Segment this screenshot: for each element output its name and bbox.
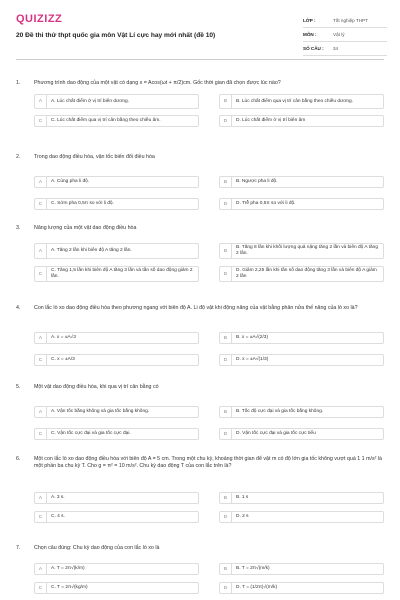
question-text: Chọn câu đúng: Chu kỳ dao động của con lắc lò xo là <box>34 545 160 551</box>
question-number: 2. <box>16 154 21 160</box>
option-letter: C <box>35 267 47 281</box>
option-a[interactable] <box>34 332 199 344</box>
question-7 <box>16 545 384 594</box>
option-text: D. x = ±A√(1/3) <box>236 357 269 362</box>
option-c[interactable] <box>34 511 199 523</box>
question-text: Trong dao động điều hòa, vận tốc biến đổi điều hòa <box>34 154 155 160</box>
question-2 <box>16 154 384 210</box>
option-letter: D <box>220 512 232 522</box>
option-text: A. Cùng pha li độ. <box>51 179 90 184</box>
option-text: B. Tốc độ cực đại và gia tốc bằng không. <box>236 409 324 414</box>
meta-row-class <box>303 14 387 28</box>
option-text: D. Vận tốc cực đại và gia tốc cực tiểu <box>236 431 316 436</box>
question-text: Con lắc lò xo dao động điều hòa theo phương ngang với biên độ A. Li độ vật khi động năng của vật bằng phân nửa thế năng của lò xo là? <box>34 305 358 311</box>
option-b[interactable] <box>219 332 384 344</box>
option-letter: D <box>220 267 232 281</box>
question-number: 7. <box>16 545 21 551</box>
option-letter: C <box>35 116 47 126</box>
option-a[interactable] <box>34 406 199 418</box>
option-text: C. Sớm pha 0,5π so với li độ. <box>51 201 114 206</box>
option-b[interactable] <box>219 94 384 109</box>
meta-row-count <box>303 42 387 56</box>
question-text: Một con lắc lò xo dao động điều hòa với biên độ A = 5 cm. Trong một chu kỳ, khoảng thời gian để vật m có độ lớn gia tốc không vượt quá 1 1 m/s² là một phần ba chu kỳ T. Cho g = π² = 10 m/s². Chu kỳ dao động T của con lắc trên là? <box>34 456 382 469</box>
option-d[interactable] <box>219 511 384 523</box>
option-text: C. T = 2π√(kg/m) <box>51 585 88 590</box>
question-5 <box>16 384 384 440</box>
option-c[interactable] <box>34 115 199 127</box>
meta-value: Tốt nghiệp THPT <box>333 18 368 23</box>
option-text: B. Lúc chất điểm qua vị trí cân bằng theo chiều dương. <box>236 98 354 104</box>
option-text: D. Giảm 2,25 lần khi tần số dao động tăng 3 lần và biên độ A giảm 2 lần <box>236 268 377 279</box>
option-letter: A <box>35 244 47 258</box>
question-text: Năng lượng của một vật dao động điều hòa <box>34 225 137 231</box>
option-text: C. Lúc chất điểm qua vị trí cân bằng theo chiều âm. <box>51 118 161 123</box>
question-4 <box>16 305 384 366</box>
meta-value: 34 <box>333 46 339 51</box>
option-a[interactable] <box>34 176 199 188</box>
question-number: 5. <box>16 384 21 390</box>
option-text: C. Tăng 1,5 lần khi biên độ A tăng 3 lần và tần số dao động giảm 2 lần. <box>51 268 193 279</box>
option-text: D. Lúc chất điểm ở vị trí biên âm <box>236 118 306 123</box>
option-text: D. T = (1/2π)√(m/k) <box>236 585 278 590</box>
option-d[interactable] <box>219 266 384 282</box>
option-letter: B <box>220 407 232 417</box>
option-letter: D <box>220 429 232 439</box>
option-letter: A <box>35 407 47 417</box>
option-letter: B <box>220 333 232 343</box>
question-text: Phương trình dao động của một vật có dạng x = Acos(ωt + π/2)cm. Gốc thời gian đã chọn được lúc nào? <box>34 80 281 86</box>
option-a[interactable] <box>34 94 199 109</box>
option-letter: D <box>220 199 232 209</box>
meta-value: Vật lý <box>333 32 345 37</box>
option-letter: B <box>220 95 232 108</box>
option-d[interactable] <box>219 582 384 594</box>
quizizz-logo: QUIZIZZ <box>16 13 63 25</box>
option-letter: A <box>35 564 47 574</box>
options-grid <box>34 332 384 366</box>
option-letter: A <box>35 95 47 108</box>
option-text: A. Lúc chất điểm ở vị trí biên dương. <box>51 98 130 104</box>
option-text: B. x = ±A√(2/3) <box>236 335 269 340</box>
option-a[interactable] <box>34 492 199 504</box>
question-number: 6. <box>16 456 21 462</box>
meta-row-subject <box>303 28 387 42</box>
option-text: B. Tăng 8 lần khi khối lượng quả nặng tăng 2 lần và biên độ A tăng 2 lần. <box>236 245 379 256</box>
option-b[interactable] <box>219 563 384 575</box>
option-letter: A <box>35 493 47 503</box>
option-letter: B <box>220 244 232 258</box>
question-text: Một vật dao động điều hòa, khi qua vị trí cân bằng có <box>34 384 159 390</box>
option-letter: C <box>35 512 47 522</box>
option-letter: C <box>35 199 47 209</box>
meta-key: SỐ CÂU : <box>303 46 324 51</box>
option-letter: C <box>35 429 47 439</box>
option-c[interactable] <box>34 582 199 594</box>
options-grid <box>34 94 384 127</box>
option-d[interactable] <box>219 115 384 127</box>
question-number: 3. <box>16 225 21 231</box>
header-divider <box>16 59 384 60</box>
option-b[interactable] <box>219 243 384 259</box>
options-grid <box>34 243 384 282</box>
question-1 <box>16 80 384 127</box>
option-letter: D <box>220 355 232 365</box>
option-letter: D <box>220 583 232 593</box>
option-text: B. Ngược pha li độ. <box>236 179 278 184</box>
option-b[interactable] <box>219 406 384 418</box>
options-grid <box>34 406 384 440</box>
option-letter: B <box>220 177 232 187</box>
question-number: 1. <box>16 80 21 86</box>
option-letter: B <box>220 493 232 503</box>
option-letter: C <box>35 355 47 365</box>
option-d[interactable] <box>219 354 384 366</box>
option-c[interactable] <box>34 266 199 282</box>
option-text: C. 4 s. <box>51 514 65 519</box>
option-letter: A <box>35 333 47 343</box>
meta-box <box>303 14 387 56</box>
meta-key: LỚP : <box>303 18 316 23</box>
options-grid <box>34 563 384 594</box>
option-text: B. 1 s <box>236 495 249 500</box>
option-text: A. x = ±A√3 <box>51 335 76 340</box>
page-title: 20 Đề thi thử thpt quốc gia môn Vật Lí cực hay mới nhất (đề 10) <box>16 32 216 39</box>
option-b[interactable] <box>219 492 384 504</box>
option-text: A. 3 s. <box>51 495 65 500</box>
option-letter: D <box>220 116 232 126</box>
option-text: C. x = ±A/3 <box>51 357 75 362</box>
option-text: A. T = 2π√(k/m) <box>51 566 85 571</box>
question-3 <box>16 225 384 282</box>
meta-key: MÔN : <box>303 32 317 37</box>
option-a[interactable] <box>34 563 199 575</box>
option-a[interactable] <box>34 243 199 259</box>
option-c[interactable] <box>34 428 199 440</box>
option-b[interactable] <box>219 176 384 188</box>
option-text: D. 2 s <box>236 514 249 519</box>
options-grid <box>34 492 384 523</box>
option-letter: A <box>35 177 47 187</box>
option-d[interactable] <box>219 428 384 440</box>
question-number: 4. <box>16 305 21 311</box>
question-6 <box>16 456 384 523</box>
option-letter: C <box>35 583 47 593</box>
option-text: A. Vận tốc bằng không và gia tốc bằng không. <box>51 409 150 414</box>
option-letter: B <box>220 564 232 574</box>
option-c[interactable] <box>34 198 199 210</box>
option-c[interactable] <box>34 354 199 366</box>
option-text: D. Trễ pha 0,5π so với li độ. <box>236 201 296 206</box>
option-text: C. Vận tốc cực đại và gia tốc cực đại. <box>51 431 131 436</box>
option-d[interactable] <box>219 198 384 210</box>
options-grid <box>34 176 384 210</box>
option-text: B. T = 2π√(m/k) <box>236 566 270 571</box>
option-text: A. Tăng 2 lần khi biên độ A tăng 2 lần. <box>51 248 132 253</box>
